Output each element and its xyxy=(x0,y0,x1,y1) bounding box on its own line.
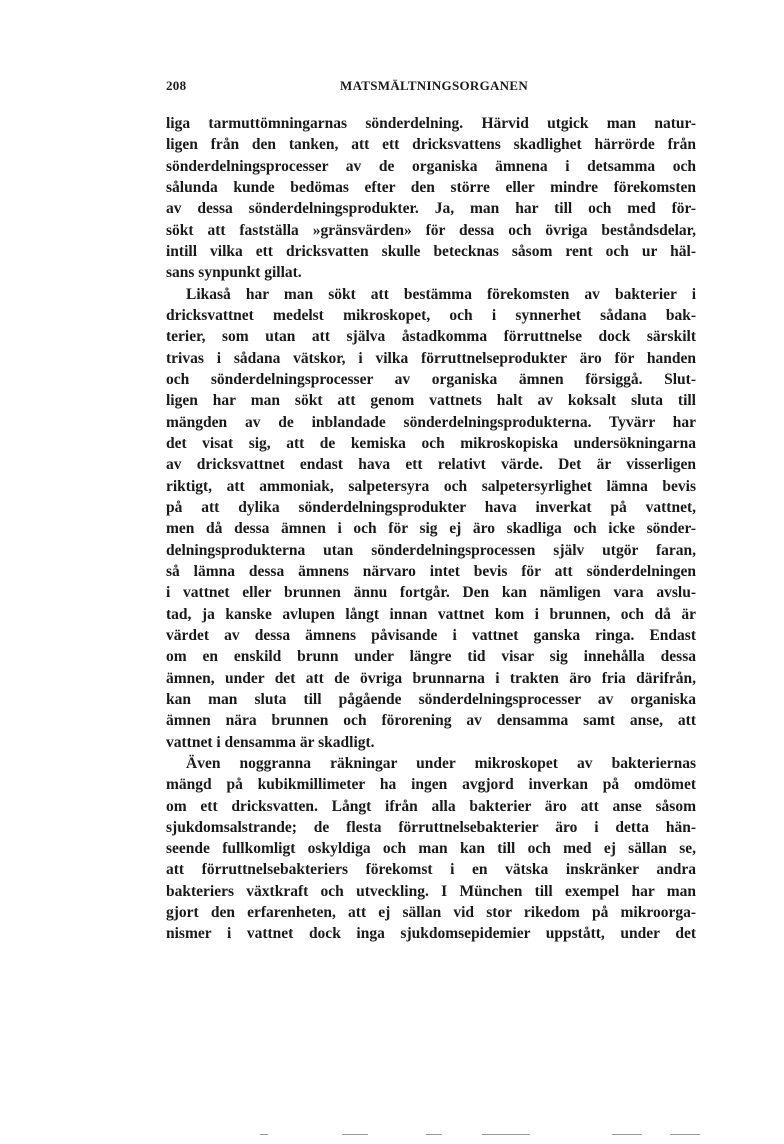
text-line: värdet av dessa ämnens påvisande i vattnet ganska ringa. Endast xyxy=(166,626,696,644)
text-line: intill vilka ett dricksvatten skulle betecknas såsom rent och ur häl- xyxy=(166,242,696,260)
scan-mark xyxy=(342,1134,368,1135)
text-line: riktigt, att ammoniak, salpetersyra och salpetersyrlighet lämna bevis xyxy=(166,477,696,495)
scan-mark xyxy=(260,1134,268,1135)
text-line: sålunda kunde bedömas efter den större eller mindre förekomsten xyxy=(166,178,696,196)
scan-artifact-marks xyxy=(250,1134,720,1138)
text-line: om en enskild brunn under längre tid visar sig innehålla dessa xyxy=(166,648,696,666)
text-line: nismer i vattnet dock inga sjukdomsepidemier uppstått, under det xyxy=(166,925,696,943)
text-line: i vattnet eller brunnen ännu fortgår. Den kan nämligen vara avslu- xyxy=(166,584,696,602)
text-line: om ett dricksvatten. Långt ifrån alla bakterier äro att anse såsom xyxy=(166,797,696,815)
scan-mark xyxy=(612,1134,642,1135)
text-line: sjukdomsalstrande; de flesta förruttnelsebakterier äro i detta hän- xyxy=(166,818,696,836)
scan-mark xyxy=(482,1134,530,1135)
text-line: dricksvattnet medelst mikroskopet, och i synnerhet sådana bak- xyxy=(166,306,696,324)
scan-mark xyxy=(670,1134,700,1135)
text-line: gjort den erfarenheten, att ej sällan vid stor rikedom på mikroorga- xyxy=(166,904,696,922)
text-line: terier, som utan att själva åstadkomma förruttnelse dock särskilt xyxy=(166,328,696,346)
text-line: och sönderdelningsprocesser av organiska ämnen försiggå. Slut- xyxy=(166,370,696,388)
text-line: trivas i sådana vätskor, i vilka förruttnelseprodukter äro för handen xyxy=(166,349,696,367)
text-line: bakteriers växtkraft och utveckling. I München till exempel har man xyxy=(166,882,696,900)
text-line: kan man sluta till pågående sönderdelningsprocesser av organiska xyxy=(166,690,696,708)
text-line: tad, ja kanske avlupen långt innan vattnet kom i brunnen, och då är xyxy=(166,605,696,623)
scan-mark xyxy=(426,1134,442,1135)
page-header xyxy=(166,78,696,96)
text-line: på att dylika sönderdelningsprodukter hava inverkat på vattnet, xyxy=(166,498,696,516)
page-number: 208 xyxy=(166,78,187,93)
text-line: sönderdelningsprocesser av de organiska ämnena i detsamma och xyxy=(166,157,696,175)
text-line: men då dessa ämnen i och för sig ej äro skadliga och icke sönder- xyxy=(166,520,696,538)
text-line: seende fullkomligt oskyldiga och man kan till och med ej sällan se, xyxy=(166,840,696,858)
text-line: Likaså har man sökt att bestämma förekomsten av bakterier i xyxy=(186,285,696,303)
text-line: ligen har man sökt att genom vattnets halt av koksalt sluta till xyxy=(166,392,696,410)
text-line: av dricksvattnet endast hava ett relativt värde. Det är visserligen xyxy=(166,456,696,474)
text-line: Även noggranna räkningar under mikroskopet av bakteriernas xyxy=(186,754,696,772)
text-line: ämnen nära brunnen och förorening av densamma samt anse, att xyxy=(166,712,696,730)
text-line: liga tarmuttömningarnas sönderdelning. Härvid utgick man natur- xyxy=(166,115,696,132)
running-head: MATSMÄLTNINGSORGANEN xyxy=(340,78,529,93)
text-line: vattnet i densamma är skadligt. xyxy=(166,733,375,751)
text-line: så lämna dessa ämnens närvaro intet bevis för att sönderdelningen xyxy=(166,562,696,580)
text-line: ämnen, under det att de övriga brunnarna i trakten äro fria därifrån, xyxy=(166,669,696,687)
text-line: sökt att fastställa »gränsvärden» för dessa och övriga beståndsdelar, xyxy=(166,221,696,239)
text-line: ligen från den tanken, att ett dricksvattens skadlighet härrörde från xyxy=(166,136,696,154)
text-line: delningsprodukterna utan sönderdelningsprocessen själv utgör faran, xyxy=(166,541,696,559)
text-line: av dessa sönderdelningsprodukter. Ja, man har till och med för- xyxy=(166,200,696,218)
body-text xyxy=(166,113,696,945)
text-line: mängd på kubikmillimeter ha ingen avgjord inverkan på omdömet xyxy=(166,776,696,794)
text-line: det visat sig, att de kemiska och mikroskopiska undersökningarna xyxy=(166,434,696,452)
text-line: mängden av de inblandade sönderdelningsprodukterna. Tyvärr har xyxy=(166,413,696,431)
text-line: sans synpunkt gillat. xyxy=(166,264,302,282)
text-line: att förruttnelsebakteriers förekomst i en vätska inskränker andra xyxy=(166,861,696,879)
